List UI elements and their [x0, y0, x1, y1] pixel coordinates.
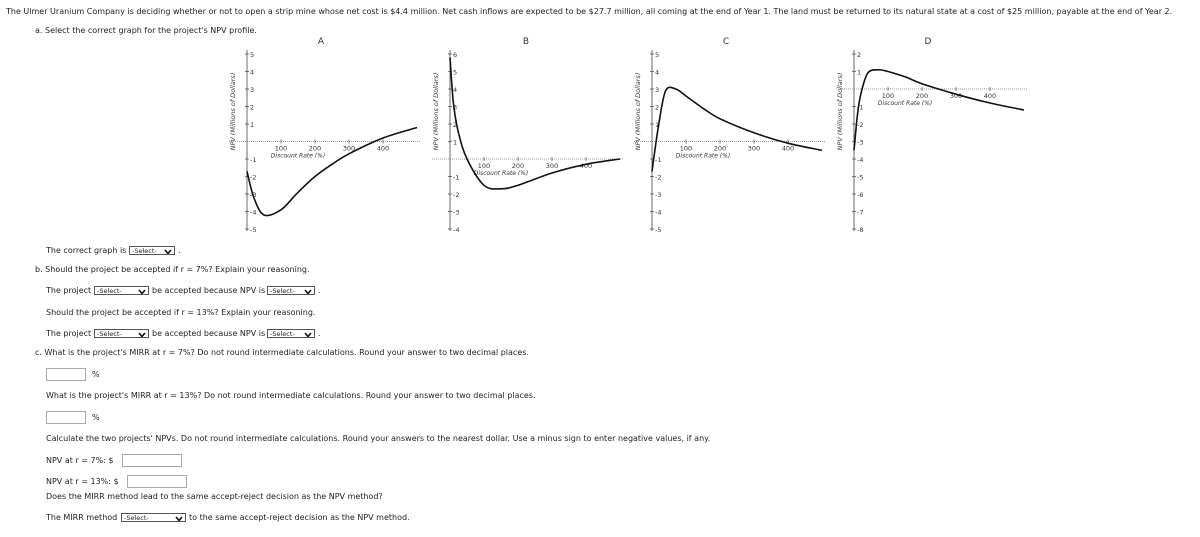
- y-tick-label: 4: [655, 68, 660, 77]
- y-tick-label: -4: [655, 208, 662, 217]
- mirr-question: Does the MIRR method lead to the same accept-reject decision as the NPV method?: [46, 492, 383, 501]
- y-tick-label: 6: [453, 51, 458, 59]
- y-tick-label: 5: [453, 68, 458, 77]
- x-tick-label: 100: [679, 144, 693, 153]
- y-tick-label: 2: [250, 103, 255, 112]
- graph-select-value: -Select-: [132, 247, 157, 255]
- accept-select-7-value: -Select-: [97, 287, 122, 295]
- x-tick-label: 200: [511, 162, 525, 170]
- x-tick-label: 300: [747, 144, 761, 153]
- because-label-13: be accepted because NPV is: [152, 329, 266, 338]
- part-b-question-13: Should the project be accepted if r = 13%? Explain your reasoning.: [46, 308, 316, 317]
- y-tick-label: -7: [857, 208, 864, 217]
- chart-b: [428, 32, 628, 237]
- x-axis-label: Discount Rate (%): [675, 152, 731, 160]
- mirr-select[interactable]: [121, 513, 186, 522]
- part-a-question: a. Select the correct graph for the project's NPV profile.: [35, 26, 257, 35]
- y-tick-label: -1: [857, 103, 864, 112]
- correct-graph-label: The correct graph is: [46, 246, 127, 255]
- y-axis-label: NPV (Millions of Dollars): [836, 72, 844, 151]
- chart-title: B: [522, 37, 530, 47]
- chart-title: D: [924, 37, 932, 47]
- graph-select[interactable]: [129, 246, 175, 255]
- x-tick-label: 400: [376, 144, 390, 153]
- y-tick-label: -1: [250, 156, 257, 164]
- y-tick-label: -6: [857, 191, 864, 199]
- npv-7-input[interactable]: [122, 454, 182, 467]
- mirr-select-value: -Select-: [124, 514, 149, 522]
- y-tick-label: -3: [453, 208, 460, 217]
- y-tick-label: 1: [250, 121, 255, 129]
- y-tick-label: 3: [250, 86, 255, 94]
- y-tick-label: -4: [250, 208, 257, 217]
- y-tick-label: 3: [453, 103, 458, 112]
- accept-select-13[interactable]: [94, 329, 149, 338]
- y-axis-label: NPV (Millions of Dollars): [229, 72, 237, 151]
- x-tick-label: 100: [881, 92, 895, 100]
- npv-select-13-value: -Select-: [270, 330, 295, 338]
- problem-intro: The Ulmer Uranium Company is deciding whether or not to open a strip mine whose net cost is $4.4 million. Net cash inflows are expected to be $27.7 million, all coming at the end of Year 1. The land must be returned to its natural state at a cost of $25 million, payable at the end of Year 2.: [6, 7, 1173, 16]
- chart-c: [630, 32, 830, 237]
- y-tick-label: -1: [453, 173, 460, 182]
- y-tick-label: -3: [857, 138, 864, 147]
- mirr-7-input[interactable]: [46, 368, 86, 381]
- y-tick-label: -2: [857, 121, 864, 129]
- chart-d: [832, 32, 1032, 237]
- x-tick-label: 100: [477, 162, 491, 170]
- x-tick-label: 300: [949, 92, 963, 100]
- chart-a: [225, 32, 425, 237]
- project-label-7: The project: [46, 286, 92, 295]
- y-tick-label: -5: [857, 173, 864, 182]
- part-b-question-7: b. Should the project be accepted if r = 7%? Explain your reasoning.: [35, 265, 310, 274]
- mirr-13-percent: %: [92, 413, 100, 422]
- mirr-method-suffix: to the same accept-reject decision as the NPV method.: [189, 513, 410, 522]
- period-7: .: [318, 286, 321, 295]
- y-tick-label: 1: [655, 121, 660, 129]
- x-tick-label: 400: [579, 162, 593, 170]
- y-tick-label: -2: [453, 191, 460, 199]
- y-axis-label: NPV (Millions of Dollars): [432, 72, 440, 151]
- npv-curve: [247, 128, 417, 216]
- x-axis-label: Discount Rate (%): [877, 100, 933, 107]
- x-tick-label: 300: [545, 162, 559, 170]
- graph-period: .: [178, 246, 181, 255]
- y-tick-label: 1: [857, 68, 862, 77]
- mirr-7-percent: %: [92, 370, 100, 379]
- npv-question: Calculate the two projects' NPVs. Do not round intermediate calculations. Round your answers to the nearest dollar. Use a minus sign to enter negative values, if any.: [46, 434, 711, 443]
- y-tick-label: 5: [655, 51, 660, 59]
- x-tick-label: 400: [983, 92, 997, 100]
- npv-select-7-value: -Select-: [270, 287, 295, 295]
- y-tick-label: -4: [857, 156, 864, 164]
- mirr-13-input[interactable]: [46, 411, 86, 424]
- period-13: .: [318, 329, 321, 338]
- x-tick-label: 200: [713, 144, 727, 153]
- chevron-down-icon: [174, 514, 184, 522]
- npv-select-7[interactable]: [267, 286, 315, 295]
- y-tick-label: 5: [250, 51, 255, 59]
- part-c-question-7: c. What is the project's MIRR at r = 7%? Do not round intermediate calculations. Round your answer to two decimal places.: [35, 348, 529, 357]
- chevron-down-icon: [303, 330, 313, 338]
- y-tick-label: -2: [655, 173, 662, 182]
- because-label-7: be accepted because NPV is: [152, 286, 266, 295]
- y-tick-label: 1: [453, 138, 458, 147]
- x-axis-label: Discount Rate (%): [473, 170, 529, 177]
- npv-curve: [854, 70, 1024, 151]
- y-tick-label: 4: [453, 86, 458, 94]
- npv-13-label: NPV at r = 13%: $: [46, 477, 119, 486]
- accept-select-7[interactable]: [94, 286, 149, 295]
- y-tick-label: -1: [655, 156, 662, 164]
- y-tick-label: -3: [655, 191, 662, 199]
- y-tick-label: -2: [250, 173, 257, 182]
- y-axis-label: NPV (Millions of Dollars): [634, 72, 642, 151]
- y-tick-label: -5: [250, 226, 257, 234]
- y-tick-label: 2: [857, 51, 862, 59]
- y-tick-label: -3: [250, 191, 257, 199]
- npv-7-label: NPV at r = 7%: $: [46, 456, 114, 465]
- chevron-down-icon: [303, 287, 313, 295]
- chevron-down-icon: [163, 247, 173, 255]
- npv-13-input[interactable]: [127, 475, 187, 488]
- y-tick-label: 2: [453, 121, 458, 129]
- chart-title: A: [317, 37, 325, 47]
- y-tick-label: -8: [857, 226, 864, 234]
- y-tick-label: -5: [655, 226, 662, 234]
- mirr-method-label: The MIRR method: [46, 513, 118, 522]
- x-tick-label: 200: [915, 92, 929, 100]
- x-tick-label: 100: [274, 144, 288, 153]
- accept-select-13-value: -Select-: [97, 330, 122, 338]
- y-tick-label: -4: [453, 226, 460, 234]
- x-axis-label: Discount Rate (%): [270, 152, 326, 160]
- npv-select-13[interactable]: [267, 329, 315, 338]
- y-tick-label: 2: [655, 103, 660, 112]
- y-tick-label: 3: [655, 86, 660, 94]
- x-tick-label: 200: [308, 144, 322, 153]
- x-tick-label: 400: [781, 144, 795, 153]
- project-label-13: The project: [46, 329, 92, 338]
- chart-title: C: [722, 37, 730, 47]
- y-tick-label: 4: [250, 68, 255, 77]
- chevron-down-icon: [137, 287, 147, 295]
- chevron-down-icon: [137, 330, 147, 338]
- x-tick-label: 300: [342, 144, 356, 153]
- part-c-question-13: What is the project's MIRR at r = 13%? Do not round intermediate calculations. Round your answer to two decimal places.: [46, 391, 536, 400]
